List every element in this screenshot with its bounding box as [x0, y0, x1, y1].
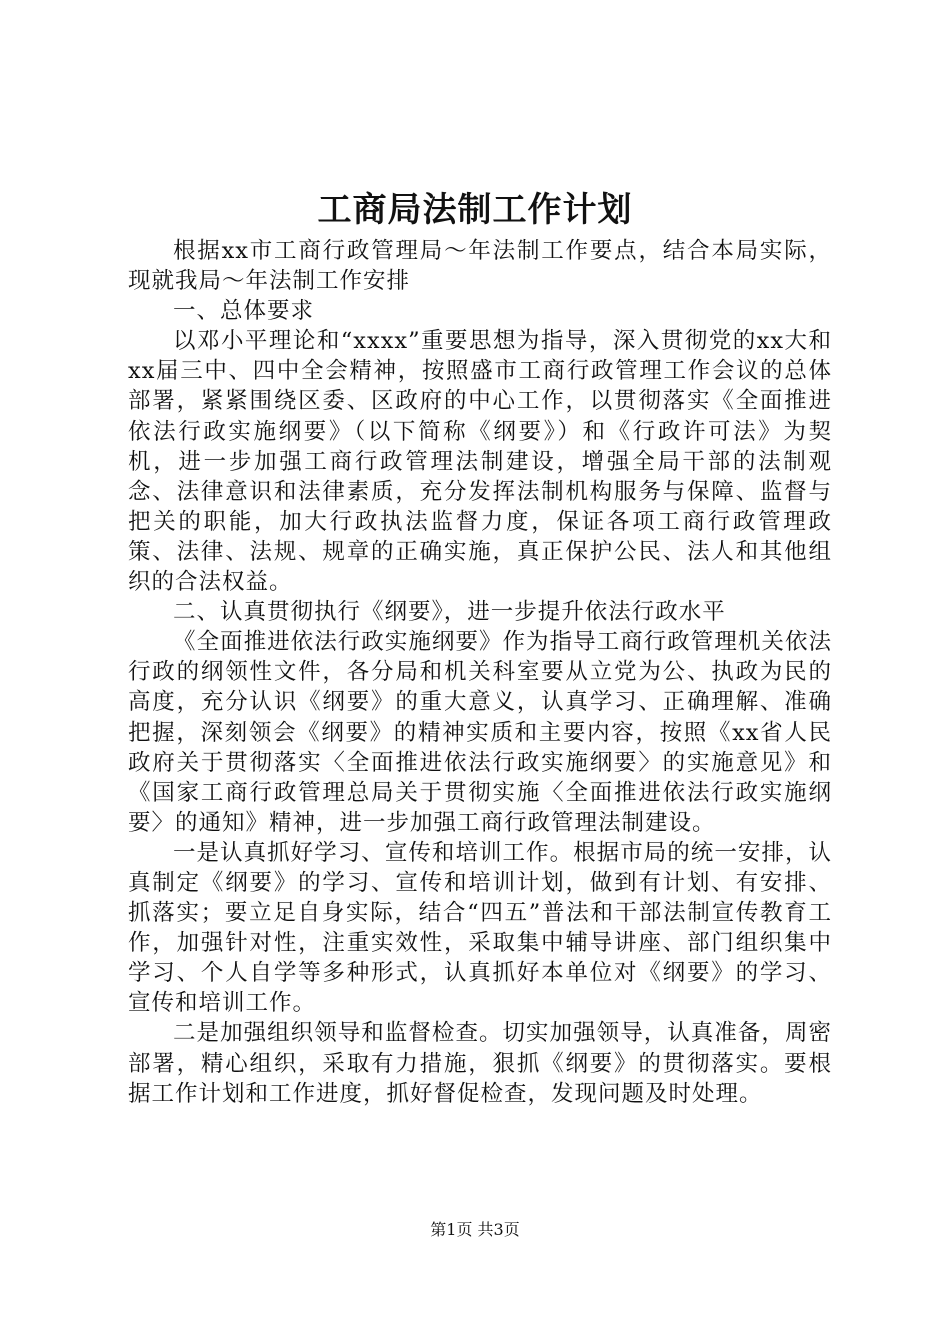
page-footer: 第1页 共3页 — [430, 1220, 520, 1239]
section-heading-1: 一、总体要求 — [173, 298, 315, 325]
paragraph-item-two: 二是加强组织领导和监督检查。切实加强领导，认真准备，周密部署，精心组织，采取有力措施，狠抓《纲要》的贯彻落实。要根据工作计划和工作进度，抓好督促检查，发现问题及时处理。 — [128, 1020, 832, 1107]
section-heading-2: 二、认真贯彻执行《纲要》，进一步提升依法行政水平 — [173, 599, 726, 626]
paragraph-outline-implementation: 《全面推进依法行政实施纲要》作为指导工商行政管理机关依法行政的纲领性文件，各分局和机关科室要从立党为公、执政为民的高度，充分认识《纲要》的重大意义，认真学习、正确理解、准确把握，深刻领会《纲要》的精神实质和主要内容，按照《xx省人民政府关于贯彻落实〈全面推进依法行政实施纲要〉的实施意见》和《国家工商行政管理总局关于贯彻实施〈全面推进依法行政实施纲要〉的通知》精神，进一步加强工商行政管理法制建设。 — [128, 629, 832, 836]
paragraph-general-requirements: 以邓小平理论和“xxxx”重要思想为指导，深入贯彻党的xx大和xx届三中、四中全会精神，按照盛市工商行政管理工作会议的总体部署，紧紧围绕区委、区政府的中心工作，以贯彻落实《全面推进依法行政实施纲要》（以下简称《纲要》）和《行政许可法》为契机，进一步加强工商行政管理法制建设，增强全局干部的法制观念、法律意识和法律素质，充分发挥法制机构服务与保障、监督与把关的职能，加大行政执法监督力度，保证各项工商行政管理政策、法律、法规、规章的正确实施，真正保护公民、法人和其他组织的合法权益。 — [128, 328, 832, 596]
document-title: 工商局法制工作计划 — [317, 190, 633, 230]
paragraph-item-one: 一是认真抓好学习、宣传和培训工作。根据市局的统一安排，认真制定《纲要》的学习、宣传和培训计划，做到有计划、有安排、抓落实；要立足自身实际，结合“四五”普法和干部法制宣传教育工作，加强针对性，注重实效性，采取集中辅导讲座、部门组织集中学习、个人自学等多种形式，认真抓好本单位对《纲要》的学习、宣传和培训工作。 — [128, 839, 832, 1017]
paragraph-intro: 根据xx市工商行政管理局～年法制工作要点，结合本局实际，现就我局～年法制工作安排 — [128, 238, 832, 295]
document-body — [128, 236, 832, 1109]
